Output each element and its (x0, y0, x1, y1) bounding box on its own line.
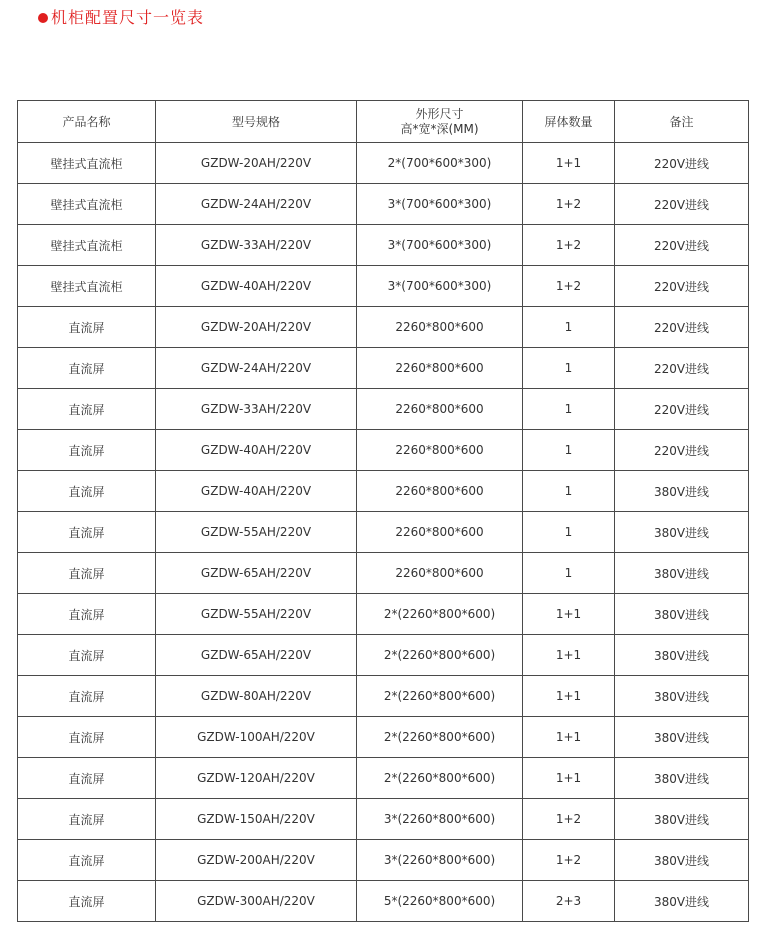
cell-remark: 380V进线 (615, 717, 749, 758)
table-row (18, 676, 749, 717)
cell-panel-count: 1+1 (523, 758, 615, 799)
cell-product-name: 直流屏 (18, 389, 156, 430)
cell-model: GZDW-100AH/220V (156, 717, 357, 758)
cell-remark: 220V进线 (615, 184, 749, 225)
red-dot-icon (38, 13, 48, 23)
cell-remark: 380V进线 (615, 471, 749, 512)
cell-remark: 380V进线 (615, 799, 749, 840)
table-row (18, 389, 749, 430)
page-title (38, 6, 204, 30)
cell-model: GZDW-300AH/220V (156, 881, 357, 922)
table-row (18, 348, 749, 389)
header-model: 型号规格 (156, 101, 357, 143)
cell-dimensions: 2260*800*600 (357, 389, 523, 430)
cell-remark: 380V进线 (615, 676, 749, 717)
cell-panel-count: 1 (523, 430, 615, 471)
cell-dimensions: 2260*800*600 (357, 553, 523, 594)
cell-remark: 380V进线 (615, 553, 749, 594)
cell-panel-count: 1 (523, 389, 615, 430)
table-row (18, 184, 749, 225)
cell-model: GZDW-65AH/220V (156, 635, 357, 676)
cell-remark: 380V进线 (615, 758, 749, 799)
cell-panel-count: 1 (523, 512, 615, 553)
cell-product-name: 直流屏 (18, 717, 156, 758)
table-body (18, 143, 749, 922)
cell-model: GZDW-20AH/220V (156, 307, 357, 348)
table-header-row (18, 101, 749, 143)
table-row (18, 143, 749, 184)
cell-remark: 220V进线 (615, 143, 749, 184)
cell-dimensions: 2*(700*600*300) (357, 143, 523, 184)
cell-model: GZDW-33AH/220V (156, 225, 357, 266)
cell-dimensions: 3*(2260*800*600) (357, 799, 523, 840)
header-dimensions-line1: 外形尺寸 (415, 106, 464, 121)
cell-remark: 220V进线 (615, 348, 749, 389)
table-row (18, 266, 749, 307)
cell-remark: 220V进线 (615, 266, 749, 307)
cell-product-name: 壁挂式直流柜 (18, 143, 156, 184)
cell-dimensions: 2*(2260*800*600) (357, 717, 523, 758)
table-row (18, 512, 749, 553)
cell-dimensions: 5*(2260*800*600) (357, 881, 523, 922)
cell-dimensions: 3*(700*600*300) (357, 225, 523, 266)
cell-model: GZDW-24AH/220V (156, 184, 357, 225)
cell-model: GZDW-120AH/220V (156, 758, 357, 799)
cell-product-name: 直流屏 (18, 881, 156, 922)
cell-product-name: 直流屏 (18, 471, 156, 512)
cell-model: GZDW-33AH/220V (156, 389, 357, 430)
cell-model: GZDW-40AH/220V (156, 266, 357, 307)
cell-remark: 220V进线 (615, 430, 749, 471)
cell-product-name: 壁挂式直流柜 (18, 266, 156, 307)
cell-dimensions: 2*(2260*800*600) (357, 758, 523, 799)
cell-panel-count: 1+2 (523, 225, 615, 266)
cell-dimensions: 2260*800*600 (357, 512, 523, 553)
header-product-name: 产品名称 (18, 101, 156, 143)
header-remark: 备注 (615, 101, 749, 143)
cell-remark: 380V进线 (615, 512, 749, 553)
cell-model: GZDW-40AH/220V (156, 430, 357, 471)
table-row (18, 758, 749, 799)
cell-model: GZDW-65AH/220V (156, 553, 357, 594)
cell-panel-count: 1+2 (523, 266, 615, 307)
cell-product-name: 直流屏 (18, 512, 156, 553)
cell-remark: 220V进线 (615, 307, 749, 348)
cell-model: GZDW-150AH/220V (156, 799, 357, 840)
cell-panel-count: 1+2 (523, 799, 615, 840)
cell-product-name: 直流屏 (18, 594, 156, 635)
cell-panel-count: 1 (523, 307, 615, 348)
cell-dimensions: 3*(2260*800*600) (357, 840, 523, 881)
table-row (18, 635, 749, 676)
table-row (18, 307, 749, 348)
table-row (18, 553, 749, 594)
cell-model: GZDW-55AH/220V (156, 512, 357, 553)
cell-dimensions: 3*(700*600*300) (357, 266, 523, 307)
cell-panel-count: 1+1 (523, 635, 615, 676)
table-row (18, 799, 749, 840)
table-row (18, 881, 749, 922)
cell-product-name: 直流屏 (18, 758, 156, 799)
cell-panel-count: 2+3 (523, 881, 615, 922)
cell-model: GZDW-80AH/220V (156, 676, 357, 717)
cell-dimensions: 2*(2260*800*600) (357, 635, 523, 676)
cell-dimensions: 2260*800*600 (357, 471, 523, 512)
cell-product-name: 直流屏 (18, 430, 156, 471)
cell-dimensions: 2260*800*600 (357, 348, 523, 389)
cell-panel-count: 1 (523, 471, 615, 512)
cell-product-name: 壁挂式直流柜 (18, 184, 156, 225)
cell-product-name: 直流屏 (18, 840, 156, 881)
header-dimensions-line2: 高*宽*深(MM) (400, 121, 479, 136)
cell-product-name: 壁挂式直流柜 (18, 225, 156, 266)
cell-panel-count: 1+1 (523, 143, 615, 184)
cell-panel-count: 1 (523, 553, 615, 594)
cell-product-name: 直流屏 (18, 676, 156, 717)
cell-model: GZDW-55AH/220V (156, 594, 357, 635)
cell-panel-count: 1+1 (523, 717, 615, 758)
table-row (18, 717, 749, 758)
cell-remark: 220V进线 (615, 389, 749, 430)
table-row (18, 225, 749, 266)
page-title-text: 机柜配置尺寸一览表 (51, 8, 205, 27)
table-row (18, 471, 749, 512)
cell-remark: 380V进线 (615, 635, 749, 676)
cell-remark: 380V进线 (615, 594, 749, 635)
cell-dimensions: 3*(700*600*300) (357, 184, 523, 225)
cell-product-name: 直流屏 (18, 348, 156, 389)
cell-remark: 380V进线 (615, 881, 749, 922)
cell-dimensions: 2*(2260*800*600) (357, 676, 523, 717)
header-panel-count: 屏体数量 (523, 101, 615, 143)
cell-model: GZDW-24AH/220V (156, 348, 357, 389)
cell-product-name: 直流屏 (18, 553, 156, 594)
cell-dimensions: 2260*800*600 (357, 307, 523, 348)
cell-dimensions: 2260*800*600 (357, 430, 523, 471)
cell-dimensions: 2*(2260*800*600) (357, 594, 523, 635)
cell-model: GZDW-20AH/220V (156, 143, 357, 184)
table-row (18, 840, 749, 881)
cell-model: GZDW-40AH/220V (156, 471, 357, 512)
cell-remark: 380V进线 (615, 840, 749, 881)
header-dimensions (357, 101, 523, 143)
table-row (18, 430, 749, 471)
table-row (18, 594, 749, 635)
cell-product-name: 直流屏 (18, 307, 156, 348)
cell-product-name: 直流屏 (18, 635, 156, 676)
cell-panel-count: 1+2 (523, 840, 615, 881)
cabinet-spec-table (17, 100, 749, 922)
cell-remark: 220V进线 (615, 225, 749, 266)
cell-panel-count: 1 (523, 348, 615, 389)
cell-panel-count: 1+2 (523, 184, 615, 225)
cell-model: GZDW-200AH/220V (156, 840, 357, 881)
cell-product-name: 直流屏 (18, 799, 156, 840)
cell-panel-count: 1+1 (523, 594, 615, 635)
cell-panel-count: 1+1 (523, 676, 615, 717)
